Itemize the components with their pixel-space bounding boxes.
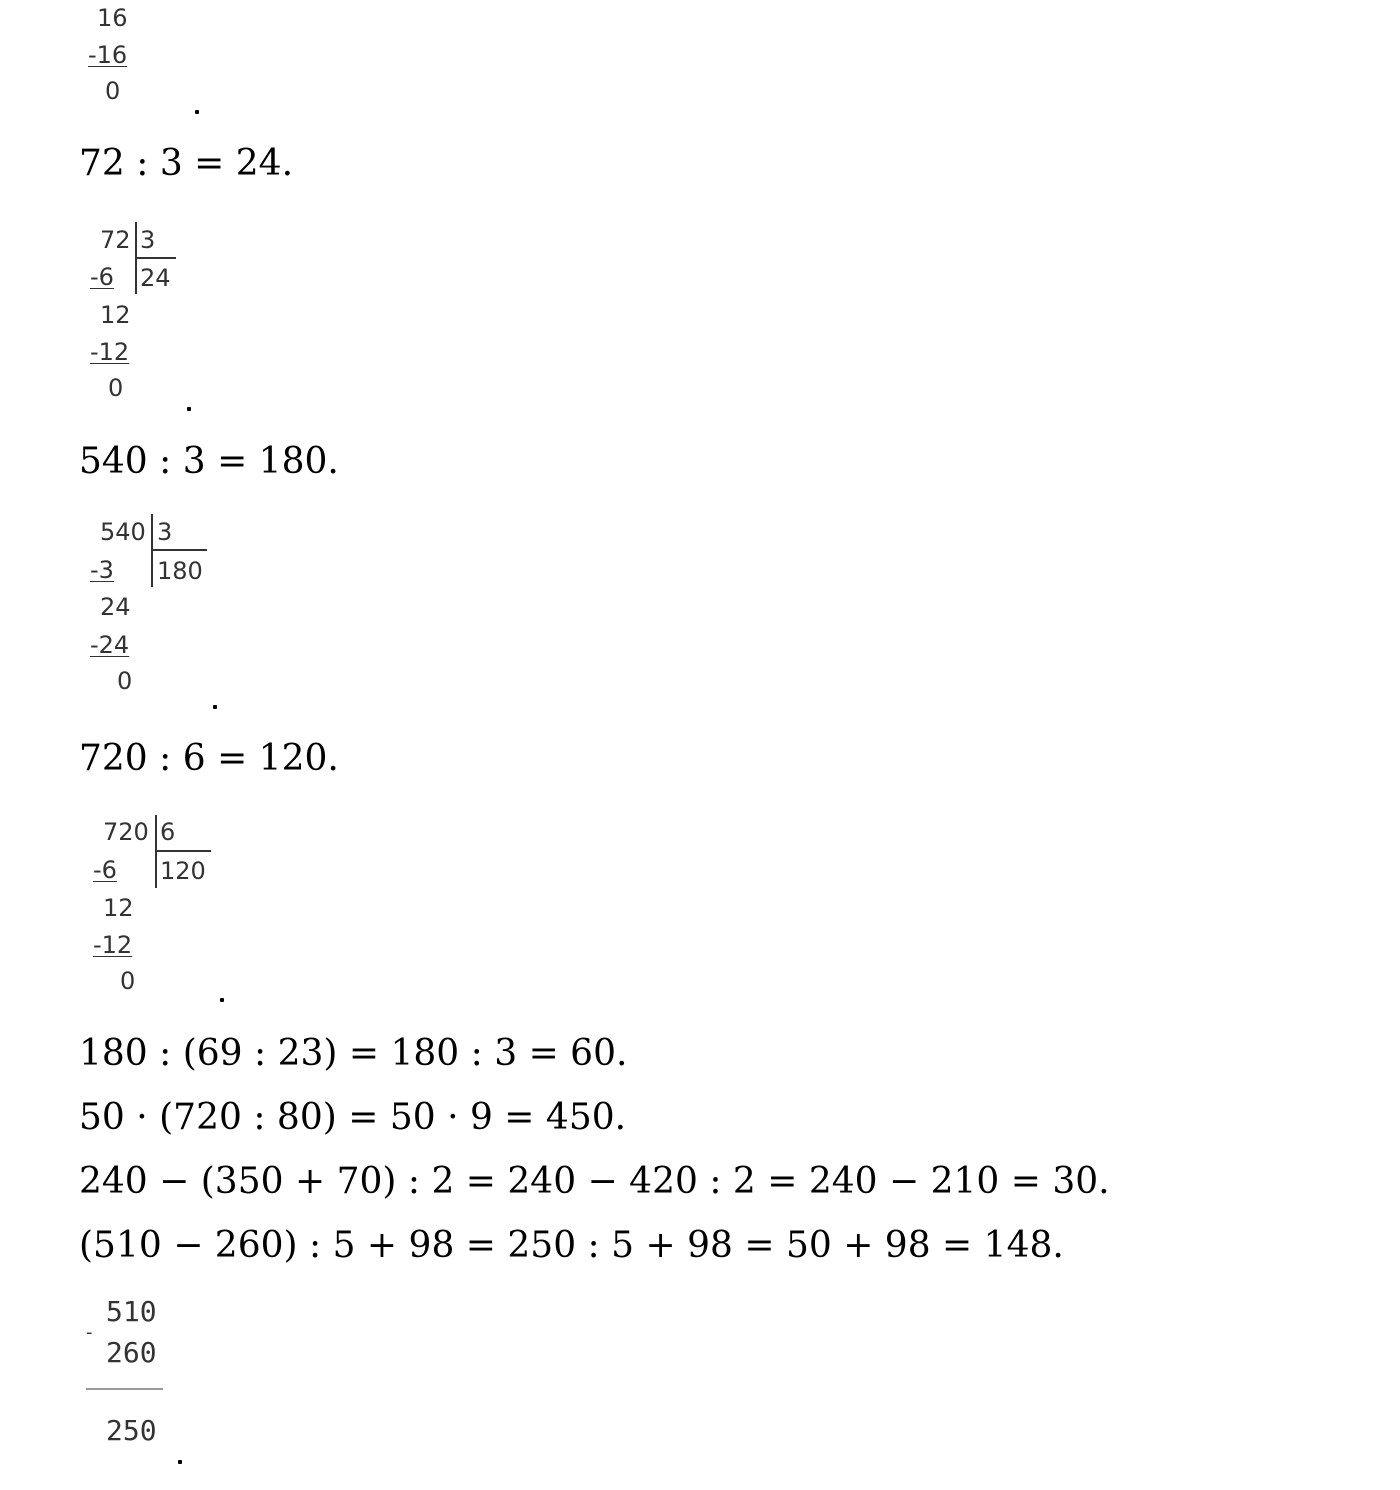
division-540-dividend: 540	[100, 518, 146, 546]
division-540-divisor: 3	[157, 518, 173, 546]
division-top-row1: 16	[97, 4, 128, 32]
division-540-quotient-line	[151, 549, 207, 551]
division-540-bracket	[151, 514, 153, 587]
division-top-row2: -16	[88, 41, 128, 69]
division-72-step2-sub: -12	[90, 338, 130, 366]
division-720-dividend: 720	[103, 818, 149, 846]
period-dot	[195, 110, 199, 114]
division-72-quotient: 24	[140, 264, 171, 292]
period-dot	[220, 998, 224, 1002]
equation-7: (510 − 260) : 5 + 98 = 250 : 5 + 98 = 50 + 98 = 148.	[79, 1225, 1064, 1266]
division-720-step2-sub: -12	[93, 931, 133, 959]
division-72-remainder: 0	[108, 374, 124, 402]
equation-5: 50 · (720 : 80) = 50 · 9 = 450.	[79, 1097, 627, 1138]
column-subtraction-sign: -	[86, 1322, 93, 1343]
equation-1: 72 : 3 = 24.	[79, 143, 294, 184]
column-subtraction-minuend: 510	[106, 1295, 157, 1328]
division-540-quotient: 180	[157, 557, 203, 585]
period-dot	[178, 1460, 182, 1464]
division-top-row3: 0	[105, 77, 121, 105]
division-72-quotient-line	[135, 257, 176, 259]
division-720-bracket	[155, 815, 157, 888]
equation-6: 240 − (350 + 70) : 2 = 240 − 420 : 2 = 240 − 210 = 30.	[79, 1161, 1110, 1202]
equation-2: 540 : 3 = 180.	[79, 441, 339, 482]
period-dot	[187, 407, 191, 411]
equation-3: 720 : 6 = 120.	[79, 738, 339, 779]
division-540-step2-sub: -24	[90, 631, 130, 659]
division-720-quotient-line	[155, 850, 211, 852]
division-72-divisor: 3	[140, 226, 156, 254]
division-72-dividend: 72	[100, 226, 131, 254]
period-dot	[213, 705, 217, 709]
column-subtraction-line	[86, 1388, 163, 1390]
division-72-step1-sub: -6	[90, 263, 114, 291]
division-72-step1-rem: 12	[100, 301, 131, 329]
division-720-step1-rem: 12	[103, 894, 134, 922]
division-720-divisor: 6	[160, 818, 176, 846]
column-subtraction-difference: 250	[106, 1414, 157, 1447]
column-subtraction-subtrahend: 260	[106, 1336, 157, 1369]
division-540-step1-sub: -3	[90, 556, 114, 584]
division-720-step1-sub: -6	[93, 856, 117, 884]
division-720-quotient: 120	[160, 857, 206, 885]
equation-4: 180 : (69 : 23) = 180 : 3 = 60.	[79, 1033, 628, 1074]
division-720-remainder: 0	[120, 967, 136, 995]
division-540-step1-rem: 24	[100, 593, 131, 621]
division-540-remainder: 0	[117, 667, 133, 695]
